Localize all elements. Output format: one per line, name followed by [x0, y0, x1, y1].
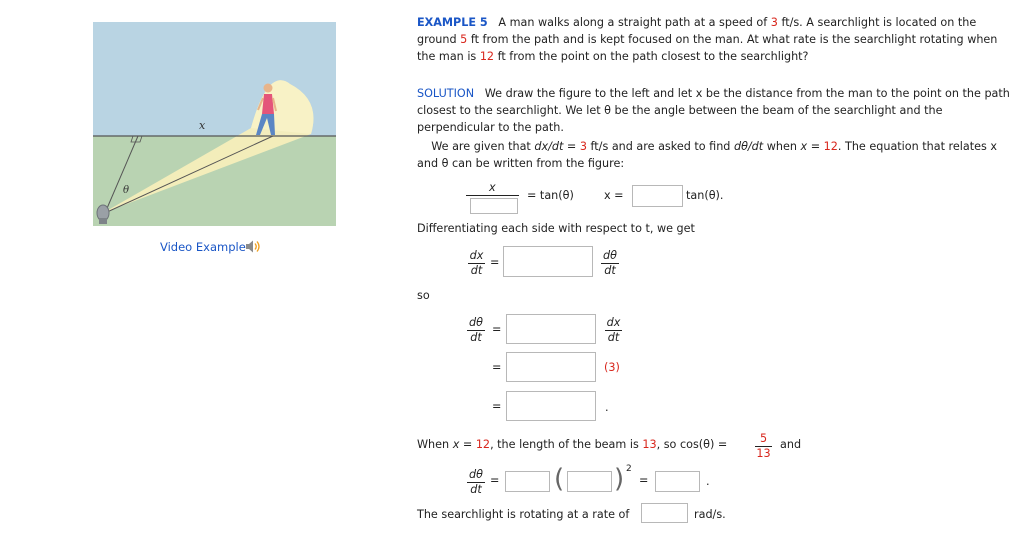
step2-three: (3): [604, 361, 620, 374]
figure-illustration: [93, 22, 336, 226]
cos-fraction: [755, 433, 772, 460]
step3-period: .: [605, 401, 609, 414]
given-paragraph: [417, 138, 1017, 172]
example-statement: [417, 14, 1017, 65]
final-dthdt-fraction: [467, 469, 485, 496]
dthdt-lhs-fraction: [467, 317, 485, 344]
final-period: .: [706, 475, 710, 488]
searchlight-figure: [93, 22, 336, 226]
step3-equals: =: [492, 400, 502, 413]
dx-num: dx: [606, 316, 621, 329]
differentiating-text: Differentiating each side with respect to t, we get: [417, 222, 695, 235]
final-coef-input[interactable]: [505, 471, 550, 492]
searchlight-base: [99, 218, 107, 224]
when-text: , so cos(θ) =: [656, 438, 728, 451]
dth-num: dθ: [603, 249, 617, 262]
final-equals-1: =: [490, 474, 500, 487]
speed-value: 3: [770, 16, 778, 29]
dt-den: dt: [604, 264, 616, 277]
equals-text: =: [563, 140, 580, 153]
dxdt-input[interactable]: [503, 246, 593, 277]
eq1-tan: tan(θ).: [686, 189, 724, 202]
dxdt-text: dx/dt: [534, 140, 564, 153]
video-example-label[interactable]: Video Example: [160, 240, 246, 254]
equals-text: =: [807, 140, 824, 153]
example-text: A man walks along a straight path at a speed of: [498, 16, 771, 29]
given-text: when: [763, 140, 801, 153]
when-equals: =: [459, 438, 476, 451]
example-text: ft from the point on the path closest to the searchlight?: [494, 50, 809, 63]
given-text: ft/s and are asked to find: [586, 140, 734, 153]
dth-num: dθ: [469, 316, 483, 329]
example-text: ft/s. A searchlight is located on the ground: [417, 16, 977, 46]
given-x-value: 12: [823, 140, 838, 153]
dt-den: dt: [470, 264, 483, 277]
eq1-x-equals: x =: [604, 189, 624, 202]
when-twelve: 12: [475, 438, 491, 451]
when-text: When: [417, 438, 453, 451]
eq1-rhs: = tan(θ): [527, 189, 574, 202]
eq1-x-input[interactable]: [632, 185, 683, 207]
deriv-equals: =: [490, 256, 500, 269]
speaker-icon[interactable]: [246, 240, 262, 253]
answer-input[interactable]: [641, 503, 688, 523]
cos-num: 5: [759, 432, 768, 445]
eq1-numerator: x: [489, 181, 496, 194]
final-inner-input[interactable]: [567, 471, 612, 492]
dxdt-rhs-fraction: [605, 317, 622, 344]
dthdt-text: dθ/dt: [733, 140, 764, 153]
distance-value: 5: [460, 33, 468, 46]
so-text: so: [417, 289, 430, 302]
dxdt-fraction: [468, 250, 485, 277]
left-paren: (: [554, 464, 565, 494]
example-text: ft from the path and is kept focused on the man. At what rate is the searchlight rotating when the man is: [417, 33, 998, 63]
figure-label-theta: θ: [123, 185, 130, 196]
solution-text: We draw the figure to the left and let x be the distance from the man to the point on the path closest to the searchlight. We let θ be the angle between the beam of the searchlight and the perpendicular to the path.: [417, 87, 1010, 134]
dt-den: dt: [470, 483, 482, 496]
given-text: We are given that: [431, 140, 535, 153]
video-example-link[interactable]: [160, 240, 262, 254]
when-thirteen: 13: [642, 438, 657, 451]
step1-input[interactable]: [506, 314, 596, 344]
step2-equals: =: [492, 361, 502, 374]
eq1-fraction-bar: [466, 195, 519, 196]
right-paren: ): [614, 464, 625, 494]
and-text: and: [780, 438, 802, 451]
step3-input[interactable]: [506, 391, 596, 421]
given-text: . The equation that relates x and θ can be written from the figure:: [417, 140, 998, 170]
final-result-input[interactable]: [655, 471, 700, 492]
solution-label: SOLUTION: [417, 87, 475, 100]
dth-num: dθ: [469, 468, 483, 481]
dthdt-fraction: [601, 250, 619, 277]
final-equals-2: =: [639, 474, 649, 487]
solution-paragraph: [417, 85, 1017, 136]
example-label: EXAMPLE 5: [417, 16, 488, 29]
cos-den: 13: [756, 447, 771, 460]
given-speed: 3: [579, 140, 587, 153]
answer-text: The searchlight is rotating at a rate of: [417, 508, 630, 521]
dx-num: dx: [469, 249, 484, 262]
square-exponent: 2: [626, 464, 632, 474]
when-statement: [417, 438, 727, 451]
man-distance-value: 12: [479, 50, 495, 63]
figure-label-x: x: [199, 119, 206, 132]
dt-den: dt: [607, 331, 620, 344]
when-text: , the length of the beam is: [490, 438, 643, 451]
dt-den: dt: [470, 331, 482, 344]
eq1-denominator-input[interactable]: [470, 198, 518, 214]
step2-input[interactable]: [506, 352, 596, 382]
step1-equals: =: [492, 323, 502, 336]
answer-units: rad/s.: [694, 508, 726, 521]
x-text: x: [800, 140, 808, 153]
when-x: x: [452, 438, 460, 451]
